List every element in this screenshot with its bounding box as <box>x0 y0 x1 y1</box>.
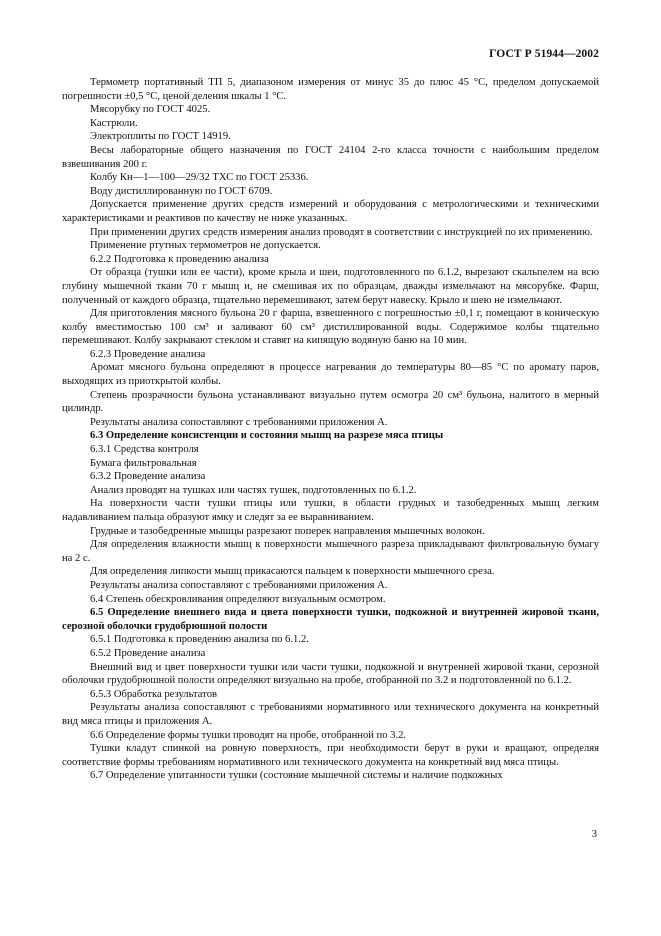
paragraph: Грудные и тазобедренные мышцы разрезают поперек направления мышечных волокон. <box>90 525 485 537</box>
paragraph: Применение ртутных термометров не допускается. <box>90 240 321 252</box>
paragraph: 6.5.1 Подготовка к проведению анализа по 6.1.2. <box>90 634 309 646</box>
paragraph: Воду дистиллированную по ГОСТ 6709. <box>90 185 273 197</box>
page-number: 3 <box>591 829 597 840</box>
paragraph: 6.4 Степень обескровливания определяют визуальным осмотром. <box>90 593 386 605</box>
paragraph: Результаты анализа сопоставляют с требованиями нормативного или технического документа на конкретный вид мяса птицы и приложения А. <box>62 702 599 727</box>
paragraph: От образца (тушки или ее части), кроме крыла и шеи, подготовленного по 6.1.2, вырезают скальпелем на всю глубину мышечной ткани 70 г мышц и, не смешивая их по образцам, дважды измельчают на мясорубке. Фарш, полученный от каждого образца, тщательно перемешивают, затем берут навеску. Крыло и шею не измельчают. <box>62 267 599 306</box>
section-heading: 6.5 Определение внешнего вида и цвета поверхности тушки, подкожной и внутренней жировой ткани, серозной оболочки грудобрюшной полости <box>62 607 599 632</box>
paragraph: 6.2.3 Проведение анализа <box>90 348 206 360</box>
paragraph: Колбу Кн—1—100—29/32 ТХС по ГОСТ 25336. <box>90 172 309 184</box>
paragraph: Тушки кладут спинкой на ровную поверхность, при необходимости берут в руки и вращают, определяя соответствие формы требованиям нормативного или технического документа на конкретный вид мяса птицы. <box>62 743 599 768</box>
paragraph: 6.5.3 Обработка результатов <box>90 688 217 700</box>
paragraph: Внешний вид и цвет поверхности тушки или части тушки, подкожной и внутренней жировой ткани, серозной оболочки грудобрюшной полости определяют визуально на пробе, отобранной по 3.2 и подготовленной по 6.1.2. <box>62 661 599 687</box>
paragraph: 6.3.2 Проведение анализа <box>90 471 206 483</box>
paragraph: Весы лабораторные общего назначения по ГОСТ 24104 2-го класса точности с наибольшим пределом взвешивания 200 г. <box>62 144 599 170</box>
paragraph: На поверхности части тушки птицы или тушки, в области грудных и тазобедренных мышц легким надавливанием пальца образуют ямку и следят за ее выравниванием. <box>62 498 599 523</box>
paragraph: 6.5.2 Проведение анализа <box>90 647 206 659</box>
paragraph: Мясорубку по ГОСТ 4025. <box>90 104 211 116</box>
paragraph: Допускается применение других средств измерений и оборудования с метрологическими и техническими характеристиками и реактивов по качеству не ниже указанных. <box>62 199 599 224</box>
document-body <box>62 76 599 783</box>
paragraph: 6.2.2 Подготовка к проведению анализа <box>90 253 269 265</box>
document-header: ГОСТ Р 51944—2002 <box>489 48 599 60</box>
paragraph: Результаты анализа сопоставляют с требованиями приложения А. <box>90 579 388 591</box>
paragraph: Для определения липкости мышц прикасаются пальцем к поверхности мышечного среза. <box>90 566 495 578</box>
paragraph: При применении других средств измерения анализ проводят в соответствии с инструкцией по их применению. <box>90 226 593 238</box>
paragraph: Результаты анализа сопоставляют с требованиями приложения А. <box>90 416 388 428</box>
paragraph: Аромат мясного бульона определяют в процессе нагревания до температуры 80—85 °С по аромату паров, выходящих из приоткрытой колбы. <box>62 362 599 388</box>
paragraph: Бумага фильтровальная <box>90 457 197 469</box>
paragraph: Степень прозрачности бульона устанавливают визуально путем осмотра 20 см³ бульона, налитого в мерный цилиндр. <box>62 389 599 415</box>
paragraph: Анализ проводят на тушках или частях тушек, подготовленных по 6.1.2. <box>90 484 417 496</box>
paragraph: 6.3.1 Средства контроля <box>90 444 199 456</box>
paragraph: Термометр портативный ТП 5, диапазоном измерения от минус 35 до плюс 45 °С, пределом допускаемой погрешности ±0,5 °С, ценой деления шкалы 1 °С. <box>62 77 599 102</box>
section-heading: 6.3 Определение консистенции и состояния мышц на разрезе мяса птицы <box>90 430 444 442</box>
paragraph: Для определения влажности мышц к поверхности мышечного разреза прикладывают фильтровальную бумагу на 2 с. <box>62 539 599 564</box>
paragraph: 6.7 Определение упитанности тушки (состояние мышечной системы и наличие подкожных <box>90 770 503 782</box>
paragraph: 6.6 Определение формы тушки проводят на пробе, отобранной по 3.2. <box>90 729 407 741</box>
paragraph: Кастрюли. <box>90 117 138 129</box>
paragraph: Электроплиты по ГОСТ 14919. <box>90 131 231 143</box>
paragraph: Для приготовления мясного бульона 20 г фарша, взвешенного с погрешностью ±0,1 г, помещают в коническую колбу вместимостью 100 см³ и заливают 60 см³ дистиллированной воды. Содержимое колбы тщательно перемешивают. Колбу закрывают стеклом и ставят на кипящую водяную баню на 10 мин. <box>62 308 599 347</box>
